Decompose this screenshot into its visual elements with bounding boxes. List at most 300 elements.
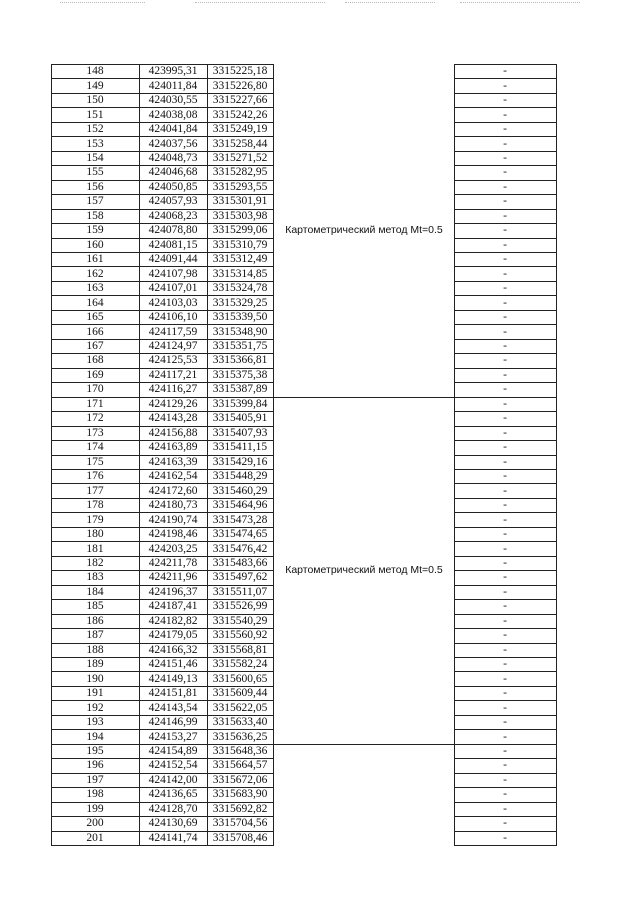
y-coordinate: 3315310,79 — [212, 238, 268, 251]
row-divider — [51, 64, 273, 65]
column-divider — [207, 64, 208, 846]
y-coordinate: 3315226,80 — [212, 79, 268, 92]
y-coordinate: 3315399,84 — [212, 397, 268, 410]
x-coordinate: 424180,73 — [148, 499, 198, 512]
row-divider — [51, 599, 273, 600]
row-divider — [454, 194, 556, 195]
row-divider — [454, 281, 556, 282]
accuracy-value: - — [503, 368, 507, 381]
row-divider — [51, 541, 273, 542]
x-coordinate: 424149,13 — [148, 672, 198, 685]
row-divider — [454, 252, 556, 253]
row-divider — [51, 397, 273, 398]
y-coordinate: 3315411,15 — [212, 441, 268, 454]
point-number: 193 — [86, 716, 104, 729]
y-coordinate: 3315672,06 — [212, 773, 268, 786]
column-divider — [273, 64, 274, 846]
row-divider — [454, 599, 556, 600]
point-number: 159 — [86, 224, 104, 237]
method-label: Картометрический метод Mt=0.5 — [285, 564, 443, 577]
point-number: 178 — [86, 499, 104, 512]
row-divider — [51, 758, 273, 759]
point-number: 174 — [86, 441, 104, 454]
row-divider — [454, 440, 556, 441]
row-divider — [454, 527, 556, 528]
accuracy-value: - — [503, 687, 507, 700]
y-coordinate: 3315282,95 — [212, 166, 268, 179]
y-coordinate: 3315560,92 — [212, 629, 268, 642]
row-divider — [51, 628, 273, 629]
row-divider — [454, 64, 556, 65]
row-divider — [51, 281, 273, 282]
y-coordinate: 3315227,66 — [212, 94, 268, 107]
y-coordinate: 3315375,38 — [212, 368, 268, 381]
x-coordinate: 424179,05 — [148, 629, 198, 642]
row-divider — [454, 426, 556, 427]
accuracy-value: - — [503, 802, 507, 815]
row-divider — [51, 266, 273, 267]
y-coordinate: 3315526,99 — [212, 600, 268, 613]
accuracy-value: - — [503, 79, 507, 92]
accuracy-value: - — [503, 455, 507, 468]
row-divider — [454, 556, 556, 557]
row-divider — [51, 671, 273, 672]
row-divider — [454, 455, 556, 456]
point-number: 197 — [86, 773, 104, 786]
row-divider — [454, 209, 556, 210]
row-divider — [454, 397, 556, 398]
row-divider — [454, 700, 556, 701]
point-number: 173 — [86, 426, 104, 439]
x-coordinate: 424136,65 — [148, 788, 198, 801]
accuracy-value: - — [503, 441, 507, 454]
point-number: 155 — [86, 166, 104, 179]
point-number: 177 — [86, 484, 104, 497]
accuracy-value: - — [503, 108, 507, 121]
accuracy-value: - — [503, 716, 507, 729]
y-coordinate: 3315405,91 — [212, 412, 268, 425]
x-coordinate: 424078,80 — [148, 224, 198, 237]
accuracy-value: - — [503, 484, 507, 497]
row-divider — [51, 353, 273, 354]
x-coordinate: 424196,37 — [148, 585, 198, 598]
x-coordinate: 424046,68 — [148, 166, 198, 179]
row-divider — [454, 368, 556, 369]
x-coordinate: 423995,31 — [148, 65, 198, 78]
y-coordinate: 3315540,29 — [212, 614, 268, 627]
x-coordinate: 424125,53 — [148, 354, 198, 367]
row-divider — [454, 310, 556, 311]
point-number: 153 — [86, 137, 104, 150]
row-divider — [454, 744, 556, 745]
row-divider — [51, 556, 273, 557]
point-number: 187 — [86, 629, 104, 642]
x-coordinate: 424143,54 — [148, 701, 198, 714]
row-divider — [454, 715, 556, 716]
row-divider — [454, 802, 556, 803]
accuracy-value: - — [503, 542, 507, 555]
row-divider — [51, 657, 273, 658]
point-number: 172 — [86, 412, 104, 425]
accuracy-value: - — [503, 831, 507, 844]
x-coordinate: 424128,70 — [148, 802, 198, 815]
accuracy-value: - — [503, 600, 507, 613]
x-coordinate: 424103,03 — [148, 296, 198, 309]
x-coordinate: 424211,96 — [148, 571, 198, 584]
point-number: 165 — [86, 311, 104, 324]
x-coordinate: 424163,89 — [148, 441, 198, 454]
y-coordinate: 3315366,81 — [212, 354, 268, 367]
row-divider — [51, 122, 273, 123]
row-divider — [51, 107, 273, 108]
row-divider — [454, 498, 556, 499]
row-divider — [454, 614, 556, 615]
row-divider — [51, 238, 273, 239]
row-divider — [51, 643, 273, 644]
accuracy-value: - — [503, 788, 507, 801]
accuracy-value: - — [503, 499, 507, 512]
row-divider — [454, 758, 556, 759]
x-coordinate: 424124,97 — [148, 340, 198, 353]
accuracy-value: - — [503, 383, 507, 396]
accuracy-value: - — [503, 730, 507, 743]
accuracy-value: - — [503, 137, 507, 150]
row-divider — [51, 295, 273, 296]
top-edge-mark — [460, 2, 580, 4]
point-number: 163 — [86, 282, 104, 295]
accuracy-value: - — [503, 209, 507, 222]
y-coordinate: 3315348,90 — [212, 325, 268, 338]
accuracy-value: - — [503, 773, 507, 786]
x-coordinate: 424211,78 — [148, 556, 198, 569]
x-coordinate: 424068,23 — [148, 209, 198, 222]
row-divider — [51, 700, 273, 701]
point-number: 169 — [86, 368, 104, 381]
y-coordinate: 3315600,65 — [212, 672, 268, 685]
row-divider — [454, 151, 556, 152]
point-number: 192 — [86, 701, 104, 714]
row-divider — [51, 527, 273, 528]
accuracy-value: - — [503, 426, 507, 439]
row-divider — [51, 252, 273, 253]
row-divider — [454, 122, 556, 123]
accuracy-value: - — [503, 672, 507, 685]
accuracy-value: - — [503, 658, 507, 671]
point-number: 191 — [86, 687, 104, 700]
row-divider — [51, 614, 273, 615]
point-number: 181 — [86, 542, 104, 555]
y-coordinate: 3315704,56 — [212, 817, 268, 830]
accuracy-value: - — [503, 556, 507, 569]
row-divider — [454, 324, 556, 325]
top-edge-mark — [345, 2, 435, 4]
accuracy-value: - — [503, 166, 507, 179]
row-divider — [454, 180, 556, 181]
row-divider — [51, 194, 273, 195]
accuracy-value: - — [503, 253, 507, 266]
row-divider — [51, 773, 273, 774]
x-coordinate: 424050,85 — [148, 180, 198, 193]
accuracy-value: - — [503, 629, 507, 642]
row-divider — [454, 339, 556, 340]
row-divider — [454, 729, 556, 730]
row-divider — [454, 657, 556, 658]
y-coordinate: 3315633,40 — [212, 716, 268, 729]
point-number: 199 — [86, 802, 104, 815]
y-coordinate: 3315497,62 — [212, 571, 268, 584]
y-coordinate: 3315476,42 — [212, 542, 268, 555]
y-coordinate: 3315708,46 — [212, 831, 268, 844]
row-divider — [51, 382, 273, 383]
point-number: 160 — [86, 238, 104, 251]
row-divider — [454, 628, 556, 629]
row-divider — [51, 686, 273, 687]
row-divider — [51, 831, 273, 832]
y-coordinate: 3315312,49 — [212, 253, 268, 266]
x-coordinate: 424091,44 — [148, 253, 198, 266]
point-number: 150 — [86, 94, 104, 107]
accuracy-value: - — [503, 123, 507, 136]
x-coordinate: 424030,55 — [148, 94, 198, 107]
row-divider — [51, 715, 273, 716]
x-coordinate: 424130,69 — [148, 817, 198, 830]
accuracy-value: - — [503, 152, 507, 164]
accuracy-value: - — [503, 470, 507, 483]
x-coordinate: 424041,84 — [148, 123, 198, 136]
point-number: 161 — [86, 253, 104, 266]
point-number: 168 — [86, 354, 104, 367]
column-divider — [139, 64, 140, 846]
y-coordinate: 3315271,52 — [212, 152, 268, 164]
row-divider — [454, 570, 556, 571]
point-number: 186 — [86, 614, 104, 627]
row-divider — [51, 136, 273, 137]
x-coordinate: 424152,54 — [148, 759, 198, 772]
x-coordinate: 424190,74 — [148, 513, 198, 526]
row-divider — [51, 729, 273, 730]
y-coordinate: 3315464,96 — [212, 499, 268, 512]
x-coordinate: 424117,21 — [148, 368, 198, 381]
x-coordinate: 424037,56 — [148, 137, 198, 150]
y-coordinate: 3315664,57 — [212, 759, 268, 772]
y-coordinate: 3315683,90 — [212, 788, 268, 801]
point-number: 183 — [86, 571, 104, 584]
column-divider — [454, 64, 455, 846]
x-coordinate: 424182,82 — [148, 614, 198, 627]
accuracy-value: - — [503, 585, 507, 598]
point-number: 166 — [86, 325, 104, 338]
row-divider — [51, 93, 273, 94]
point-number: 176 — [86, 470, 104, 483]
y-coordinate: 3315242,26 — [212, 108, 268, 121]
row-divider — [51, 368, 273, 369]
row-divider — [454, 165, 556, 166]
x-coordinate: 424011,84 — [148, 79, 198, 92]
row-divider — [51, 223, 273, 224]
y-coordinate: 3315314,85 — [212, 267, 268, 280]
row-divider — [51, 324, 273, 325]
y-coordinate: 3315303,98 — [212, 209, 268, 222]
row-divider — [51, 483, 273, 484]
y-coordinate: 3315339,50 — [212, 311, 268, 324]
accuracy-value: - — [503, 614, 507, 627]
accuracy-value: - — [503, 180, 507, 193]
x-coordinate: 424081,15 — [148, 238, 198, 251]
y-coordinate: 3315582,24 — [212, 658, 268, 671]
y-coordinate: 3315225,18 — [212, 65, 268, 78]
y-coordinate: 3315460,29 — [212, 484, 268, 497]
accuracy-value: - — [503, 571, 507, 584]
row-divider — [51, 787, 273, 788]
row-divider — [454, 136, 556, 137]
accuracy-value: - — [503, 412, 507, 425]
x-coordinate: 424154,89 — [148, 744, 198, 757]
y-coordinate: 3315511,07 — [212, 585, 268, 598]
x-coordinate: 424151,46 — [148, 658, 198, 671]
accuracy-value: - — [503, 94, 507, 107]
point-number: 180 — [86, 528, 104, 541]
row-divider — [51, 180, 273, 181]
point-number: 156 — [86, 180, 104, 193]
point-number: 164 — [86, 296, 104, 309]
point-number: 171 — [86, 397, 104, 410]
x-coordinate: 424203,25 — [148, 542, 198, 555]
accuracy-value: - — [503, 397, 507, 410]
point-number: 195 — [86, 744, 104, 757]
accuracy-value: - — [503, 311, 507, 324]
row-divider — [454, 686, 556, 687]
row-divider — [51, 339, 273, 340]
point-number: 188 — [86, 643, 104, 656]
point-number: 185 — [86, 600, 104, 613]
accuracy-value: - — [503, 340, 507, 353]
y-coordinate: 3315329,25 — [212, 296, 268, 309]
accuracy-value: - — [503, 296, 507, 309]
row-divider — [454, 831, 556, 832]
y-coordinate: 3315324,78 — [212, 282, 268, 295]
row-divider — [51, 845, 273, 846]
accuracy-value: - — [503, 195, 507, 208]
y-coordinate: 3315387,89 — [212, 383, 268, 396]
row-divider — [454, 295, 556, 296]
x-coordinate: 424163,39 — [148, 455, 198, 468]
accuracy-value: - — [503, 282, 507, 295]
point-number: 179 — [86, 513, 104, 526]
y-coordinate: 3315299,06 — [212, 224, 268, 237]
row-divider — [454, 411, 556, 412]
row-divider — [51, 512, 273, 513]
point-number: 182 — [86, 556, 104, 569]
point-number: 158 — [86, 209, 104, 222]
accuracy-value: - — [503, 701, 507, 714]
top-edge-mark — [195, 2, 325, 4]
point-number: 148 — [86, 65, 104, 78]
x-coordinate: 424038,08 — [148, 108, 198, 121]
accuracy-value: - — [503, 65, 507, 78]
y-coordinate: 3315429,16 — [212, 455, 268, 468]
point-number: 201 — [86, 831, 104, 844]
x-coordinate: 424198,46 — [148, 528, 198, 541]
row-divider — [51, 426, 273, 427]
row-divider — [454, 78, 556, 79]
y-coordinate: 3315483,66 — [212, 556, 268, 569]
accuracy-value: - — [503, 513, 507, 526]
point-number: 196 — [86, 759, 104, 772]
row-divider — [454, 787, 556, 788]
y-coordinate: 3315474,65 — [212, 528, 268, 541]
accuracy-value: - — [503, 643, 507, 656]
row-divider — [51, 498, 273, 499]
y-coordinate: 3315622,05 — [212, 701, 268, 714]
y-coordinate: 3315351,75 — [212, 340, 268, 353]
accuracy-value: - — [503, 238, 507, 251]
x-coordinate: 424153,27 — [148, 730, 198, 743]
method-label: Картометрический метод Mt=0.5 — [285, 224, 443, 237]
row-divider — [454, 353, 556, 354]
row-divider — [51, 802, 273, 803]
x-coordinate: 424156,88 — [148, 426, 198, 439]
x-coordinate: 424129,26 — [148, 397, 198, 410]
point-number: 167 — [86, 340, 104, 353]
row-divider — [454, 845, 556, 846]
x-coordinate: 424107,01 — [148, 282, 198, 295]
y-coordinate: 3315636,25 — [212, 730, 268, 743]
row-divider — [454, 223, 556, 224]
group-divider — [273, 397, 454, 398]
row-divider — [454, 238, 556, 239]
y-coordinate: 3315648,36 — [212, 744, 268, 757]
y-coordinate: 3315258,44 — [212, 137, 268, 150]
x-coordinate: 424172,60 — [148, 484, 198, 497]
column-divider — [556, 64, 557, 846]
accuracy-value: - — [503, 325, 507, 338]
y-coordinate: 3315473,28 — [212, 513, 268, 526]
row-divider — [454, 266, 556, 267]
row-divider — [454, 671, 556, 672]
x-coordinate: 424141,74 — [148, 831, 198, 844]
y-coordinate: 3315448,29 — [212, 470, 268, 483]
row-divider — [51, 744, 273, 745]
row-divider — [454, 816, 556, 817]
x-coordinate: 424106,10 — [148, 311, 198, 324]
x-coordinate: 424057,93 — [148, 195, 198, 208]
row-divider — [454, 541, 556, 542]
accuracy-value: - — [503, 354, 507, 367]
row-divider — [51, 570, 273, 571]
y-coordinate: 3315249,19 — [212, 123, 268, 136]
row-divider — [454, 585, 556, 586]
accuracy-value: - — [503, 817, 507, 830]
x-coordinate: 424117,59 — [148, 325, 198, 338]
row-divider — [454, 643, 556, 644]
x-coordinate: 424162,54 — [148, 470, 198, 483]
row-divider — [51, 411, 273, 412]
row-divider — [51, 816, 273, 817]
y-coordinate: 3315568,81 — [212, 643, 268, 656]
x-coordinate: 424107,98 — [148, 267, 198, 280]
point-number: 190 — [86, 672, 104, 685]
point-number: 189 — [86, 658, 104, 671]
row-divider — [454, 469, 556, 470]
row-divider — [51, 469, 273, 470]
row-divider — [454, 483, 556, 484]
x-coordinate: 424116,27 — [148, 383, 198, 396]
row-divider — [51, 440, 273, 441]
top-edge-mark — [60, 2, 145, 4]
row-divider — [454, 93, 556, 94]
row-divider — [454, 107, 556, 108]
row-divider — [454, 382, 556, 383]
